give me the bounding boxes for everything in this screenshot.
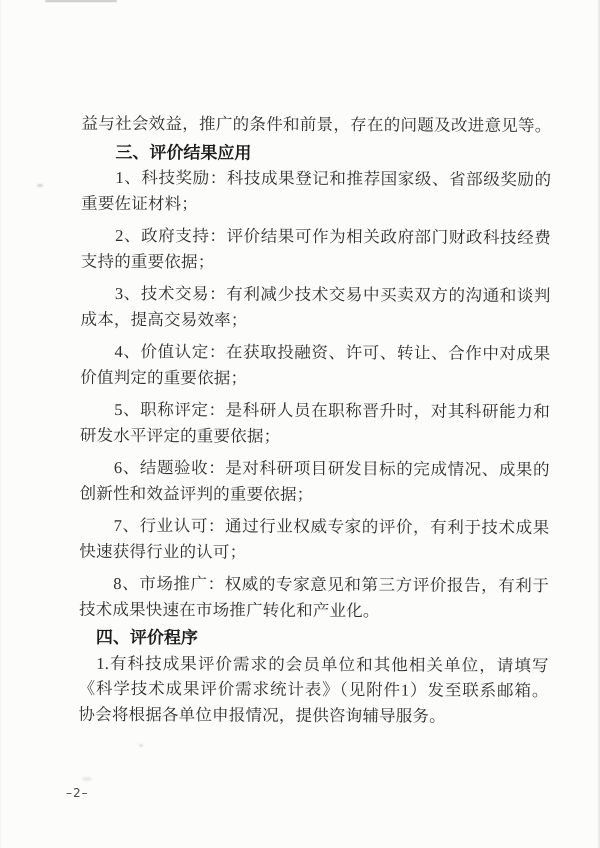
text-line: 6、结题验收：是对科研项目研发目标的完成情况、成果的: [79, 457, 550, 480]
text-line: 协会将根据各单位申报情况，提供咨询辅导服务。: [78, 704, 446, 726]
text-line: 3、技术交易：有利减少技术交易中买卖双方的沟通和谈判: [80, 283, 551, 306]
text-line: 价值判定的重要依据；: [80, 367, 248, 388]
text-line: 4、价值认定：在获取投融资、许可、转让、合作中对成果: [80, 341, 551, 364]
page-number: –2–: [66, 786, 89, 800]
text-line: 研发水平评定的重要依据；: [79, 425, 281, 446]
paragraph: [79, 571, 549, 624]
text-line: 成本，提高交易效率；: [80, 309, 248, 330]
text-line: 5、职称评定：是科研人员在职称晋升时，对其科研能力和: [80, 399, 551, 422]
text-line: 技术成果快速在市场推广转化和产业化。: [78, 599, 380, 620]
paragraph: [78, 650, 548, 729]
paragraph: [80, 281, 550, 334]
text-line: 8、市场推广：权威的专家意见和第三方评价报告，有利于: [79, 573, 550, 596]
document-body: [78, 111, 551, 729]
text-line: 重要佐证材料；: [81, 193, 199, 213]
paragraph: [81, 223, 551, 276]
text-line: 创新性和效益评判的重要依据；: [79, 483, 314, 504]
paragraph: [80, 397, 550, 450]
paragraph: [81, 111, 551, 139]
text-line: 支持的重要依据；: [80, 251, 215, 271]
text-line: 1.有科技成果评价需求的会员单位和其他相关单位，请填写: [78, 653, 549, 675]
text-line: 益与社会效益，推广的条件和前景，存在的问题及改进意见等。: [81, 113, 552, 136]
text-line: 2、政府支持：评价结果可作为相关政府部门财政科技经费: [80, 225, 552, 248]
paragraph: [81, 165, 551, 218]
paragraph: [80, 339, 550, 392]
text-line: 1、科技奖励：科技成果登记和推荐国家级、省部级奖励的: [81, 167, 552, 190]
text-line: 四、评价程序: [78, 627, 198, 648]
text-line: 三、评价结果应用: [81, 142, 252, 163]
text-line: 《科学技术成果评价需求统计表》（见附件1）发至联系邮箱。: [78, 678, 549, 701]
section-heading: [81, 139, 551, 167]
paragraph: [79, 513, 549, 566]
scan-edge-left: [0, 0, 2, 848]
scan-artifact: [37, 184, 43, 187]
paragraph: [80, 455, 550, 508]
scan-artifact: [139, 744, 143, 747]
text-line: 7、行业认可：通过行业权威专家的评价，有利于技术成果: [79, 515, 550, 538]
scan-artifact: [45, 0, 117, 2]
text-line: 快速获得行业的认可；: [79, 541, 247, 562]
section-heading: [79, 625, 549, 653]
scan-artifact: [82, 777, 92, 781]
